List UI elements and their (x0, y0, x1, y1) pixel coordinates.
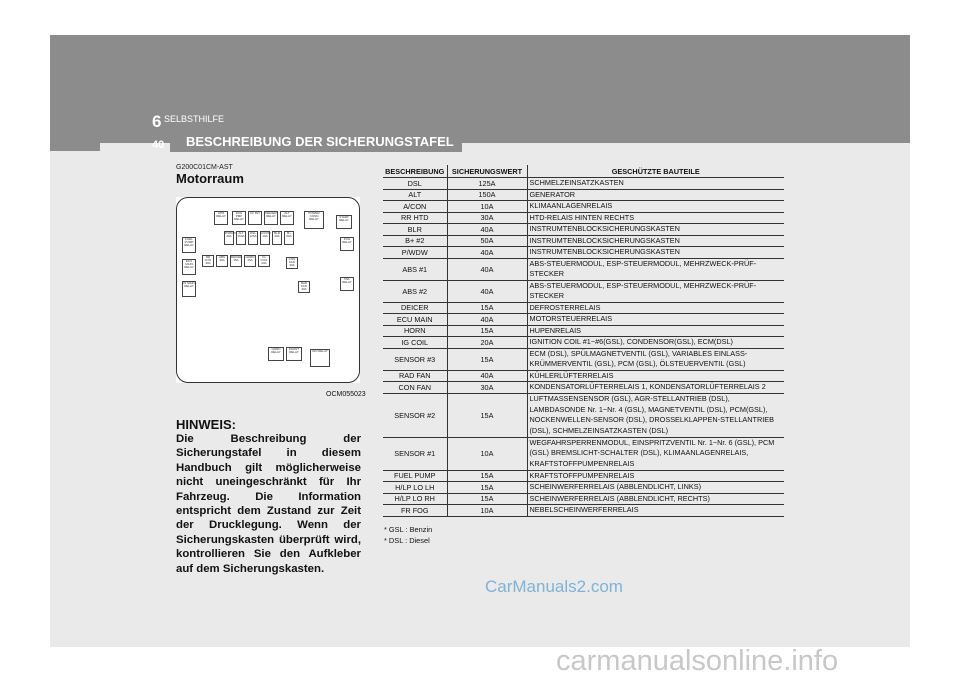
fusebox-slot: B+ 50A (284, 231, 294, 245)
page-number-tab (50, 137, 100, 151)
fusebox-slot: ALT RELAY (280, 211, 294, 225)
fusebox-slot: IGN RELAY (310, 349, 330, 367)
protected-parts: IGNITION COIL #1~#6(GSL), CONDENSOR(GSL), ECM(DSL) (527, 337, 784, 349)
fuse-rating: 30A (447, 382, 527, 394)
fuse-rating: 15A (447, 493, 527, 505)
fuse-name: RAD FAN (383, 370, 447, 382)
header-protected-parts: GESCHÜTZTE BAUTEILE (527, 165, 784, 178)
table-row (383, 470, 784, 482)
protected-parts: KRAFTSTOFFPUMPENRELAIS (527, 470, 784, 482)
fuse-name: ECU MAIN (383, 314, 447, 326)
fuse-rating: 40A (447, 247, 527, 259)
header-fuse-rating: SICHERUNGSWERT (447, 165, 527, 178)
fuse-name: CON FAN (383, 382, 447, 394)
fusebox-slot: BLR 40A (272, 231, 282, 245)
fuse-rating: 20A (447, 337, 527, 349)
protected-parts: ABS-STEUERMODUL, ESP-STEUERMODUL, MEHRZWECK-PRÜF-STECKER (527, 280, 784, 302)
table-row (383, 437, 784, 470)
fuse-name: ABS #1 (383, 258, 447, 280)
protected-parts: DEFROSTERRELAIS (527, 302, 784, 314)
fuse-rating: 30A (447, 212, 527, 224)
protected-parts: KLIMAANLAGENRELAIS (527, 201, 784, 213)
footnote-dsl: * DSL : Diesel (384, 536, 430, 545)
watermark-carmanualsonline: carmanualsonline.info (556, 645, 839, 677)
fuse-table (383, 165, 784, 517)
fuse-name: ALT (383, 189, 447, 201)
fusebox-slot: AC RLY (248, 211, 262, 225)
table-row (383, 393, 784, 437)
fuse-rating: 15A (447, 393, 527, 437)
fusebox-slot: TAIL RELAY (340, 277, 354, 291)
fusebox-slot: START RELAY (336, 215, 352, 229)
fusebox-slot: FOG PMP RELAY (232, 211, 246, 225)
fuse-rating: 40A (447, 370, 527, 382)
page-number: 40 (152, 139, 165, 151)
protected-parts: INSTRUMTENBLOCKSICHERUNGSKASTEN (527, 235, 784, 247)
table-row (383, 382, 784, 394)
fuse-name: H/LP LO LH (383, 482, 447, 494)
fusebox-slot: ECU MAIN RELAY (182, 259, 196, 275)
footnotes (384, 524, 432, 546)
fuse-rating: 40A (447, 314, 527, 326)
fuse-rating: 10A (447, 201, 527, 213)
table-row (383, 493, 784, 505)
fuse-name: FR FOG (383, 505, 447, 517)
protected-parts: KÜHLERLÜFTERRELAIS (527, 370, 784, 382)
fusebox-slot: P/WDW 40A (224, 231, 234, 245)
watermark-carmanuals2: CarManuals2.com (485, 577, 623, 596)
fuse-name: SENSOR #1 (383, 437, 447, 470)
fusebox-slot: DEICER RELAY (264, 211, 278, 225)
fusebox-slot: IG COIL 20A (258, 255, 270, 267)
chapter-number: 6 (152, 112, 162, 131)
protected-parts: INSTRUMTENBLOCKSICHERUNGSKASTEN (527, 224, 784, 236)
fuse-rating: 15A (447, 348, 527, 370)
table-row (383, 302, 784, 314)
fuse-rating: 50A (447, 235, 527, 247)
fuse-rating: 40A (447, 258, 527, 280)
fuse-rating: 10A (447, 505, 527, 517)
fusebox-slot: IN MAIN RELAY (182, 281, 196, 297)
table-row (383, 314, 784, 326)
fuse-rating: 15A (447, 470, 527, 482)
note-text: Die Beschreibung der Sicherungstafel in diesem Handbuch gilt möglicherweise nicht uneingeschränkt für Ihr Fahrzeug. Die Information entspricht dem Zustand zur Zeit der Drucklegung. Wenn der Sicherungskasten überprüft wird, kontrollieren Sie den Aufkleber auf dem Sicherungskasten. (176, 433, 361, 575)
table-header-row (383, 165, 784, 178)
protected-parts: ECM (DSL), SPÜLMAGNETVENTIL (GSL), VARIABLES EINLASS-KRÜMMERVENTIL (GSL), PCM (GSL), ÖLSTEUERVENTIL (GSL) (527, 348, 784, 370)
fusebox-slot: ALT 150A (236, 231, 246, 245)
fuse-name: RR HTD (383, 212, 447, 224)
table-row (383, 178, 784, 190)
fusebox-slot: HORN 15A (244, 255, 256, 267)
section-title: BESCHREIBUNG DER SICHERUNGSTAFEL (186, 134, 454, 149)
protected-parts: LUFTMASSENSENSOR (GSL), AGR-STELLANTRIEB (DSL), LAMBDASONDE Nr. 1~Nr. 4 (GSL), MAGNETVENTIL (DSL), PCM(GSL), NOCKENWELLEN-SENSOR (DSL), DROSSELKLAPPEN-STELLANTRIEB (DSL), SCHMELZEINSATZKASTEN (DSL) (527, 393, 784, 437)
protected-parts: MOTORSTEUERRELAIS (527, 314, 784, 326)
table-row (383, 189, 784, 201)
fuse-rating: 150A (447, 189, 527, 201)
fuse-name: H/LP LO RH (383, 493, 447, 505)
table-row (383, 258, 784, 280)
protected-parts: HUPENRELAIS (527, 325, 784, 337)
figure-code: OCM055023 (326, 391, 366, 398)
table-row (383, 201, 784, 213)
header-description: BESCHREIBUNG (383, 165, 447, 178)
table-row (383, 212, 784, 224)
fuse-name: A/CON (383, 201, 447, 213)
fuse-rating: 40A (447, 224, 527, 236)
fusebox-slot: DSL 125A (248, 231, 258, 245)
fusebox-slot: FUEL PUMP RELAY (182, 237, 196, 253)
protected-parts: NEBELSCHEINWERFERRELAIS (527, 505, 784, 517)
protected-parts: SCHEINWERFERRELAIS (ABBLENDLICHT, LINKS) (527, 482, 784, 494)
fuse-name: P/WDW (383, 247, 447, 259)
table-row (383, 224, 784, 236)
table-row (383, 235, 784, 247)
protected-parts: HTD-RELAIS HINTEN RECHTS (527, 212, 784, 224)
fuse-rating: 15A (447, 302, 527, 314)
fuse-rating: 125A (447, 178, 527, 190)
fuse-name: BLR (383, 224, 447, 236)
protected-parts: INSTRUMTENBLOCKSICHERUNGSKASTEN (527, 247, 784, 259)
protected-parts: SCHMELZEINSATZKASTEN (527, 178, 784, 190)
fuse-rating: 40A (447, 280, 527, 302)
fusebox-slot: POWER CONN RELAY (304, 211, 324, 229)
fusebox-slot: CON FAN 30A (286, 257, 298, 269)
table-row (383, 280, 784, 302)
fusebox-slot: ATM RELAY (214, 211, 228, 225)
fusebox-slot: RR HTD 30A (202, 255, 214, 267)
protected-parts: WEGFAHRSPERRENMODUL, EINSPRITZVENTIL Nr. 1~Nr. 6 (GSL), PCM (GSL) BREMSLICHT-SCHALTER (DSL), KLIMAANLAGENRELAIS, KRAFTSTOFFPUMPENRELAIS (527, 437, 784, 470)
fusebox-slot: HORN RELAY (268, 347, 284, 361)
fusebox-slot: FOG RELAY (340, 237, 354, 251)
table-row (383, 505, 784, 517)
fuse-name: SENSOR #3 (383, 348, 447, 370)
fuse-name: DSL (383, 178, 447, 190)
protected-parts: KONDENSATORLÜFTERRELAIS 1, KONDENSATORLÜFTERRELAIS 2 (527, 382, 784, 394)
fusebox-slot: DEICER 15A (230, 255, 242, 267)
fuse-rating: 15A (447, 482, 527, 494)
fusebox-slot: A/CON 10A (260, 231, 270, 245)
protected-parts: SCHEINWERFERRELAIS (ABBLENDLICHT, RECHTS) (527, 493, 784, 505)
fuse-name: B+ #2 (383, 235, 447, 247)
fusebox-slot: ABS 40A (216, 255, 228, 267)
table-row (383, 370, 784, 382)
table-row (383, 482, 784, 494)
header-bar (50, 35, 910, 143)
fuse-name: FUEL PUMP (383, 470, 447, 482)
fuse-name: IG COIL (383, 337, 447, 349)
fuse-rating: 10A (447, 437, 527, 470)
fusebox-slot: FRONT RELAY (286, 347, 302, 361)
subsection-title: Motorraum (176, 171, 244, 186)
fusebox-diagram (176, 197, 360, 383)
fusebox-slot: RAD FAN 40A (298, 281, 310, 293)
protected-parts: ABS-STEUERMODUL, ESP-STEUERMODUL, MEHRZWECK-PRÜF-STECKER (527, 258, 784, 280)
fuse-name: DEICER (383, 302, 447, 314)
note-heading: HINWEIS: (176, 417, 236, 432)
table-row (383, 247, 784, 259)
fuse-name: SENSOR #2 (383, 393, 447, 437)
table-row (383, 337, 784, 349)
table-row (383, 325, 784, 337)
chapter-title: SELBSTHILFE (164, 114, 225, 124)
footnote-gsl: * GSL : Benzin (384, 525, 433, 534)
fuse-rating: 15A (447, 325, 527, 337)
fuse-name: HORN (383, 325, 447, 337)
document-code: G200C01CM-AST (176, 164, 233, 171)
table-row (383, 348, 784, 370)
protected-parts: GENERATOR (527, 189, 784, 201)
fuse-name: ABS #2 (383, 280, 447, 302)
